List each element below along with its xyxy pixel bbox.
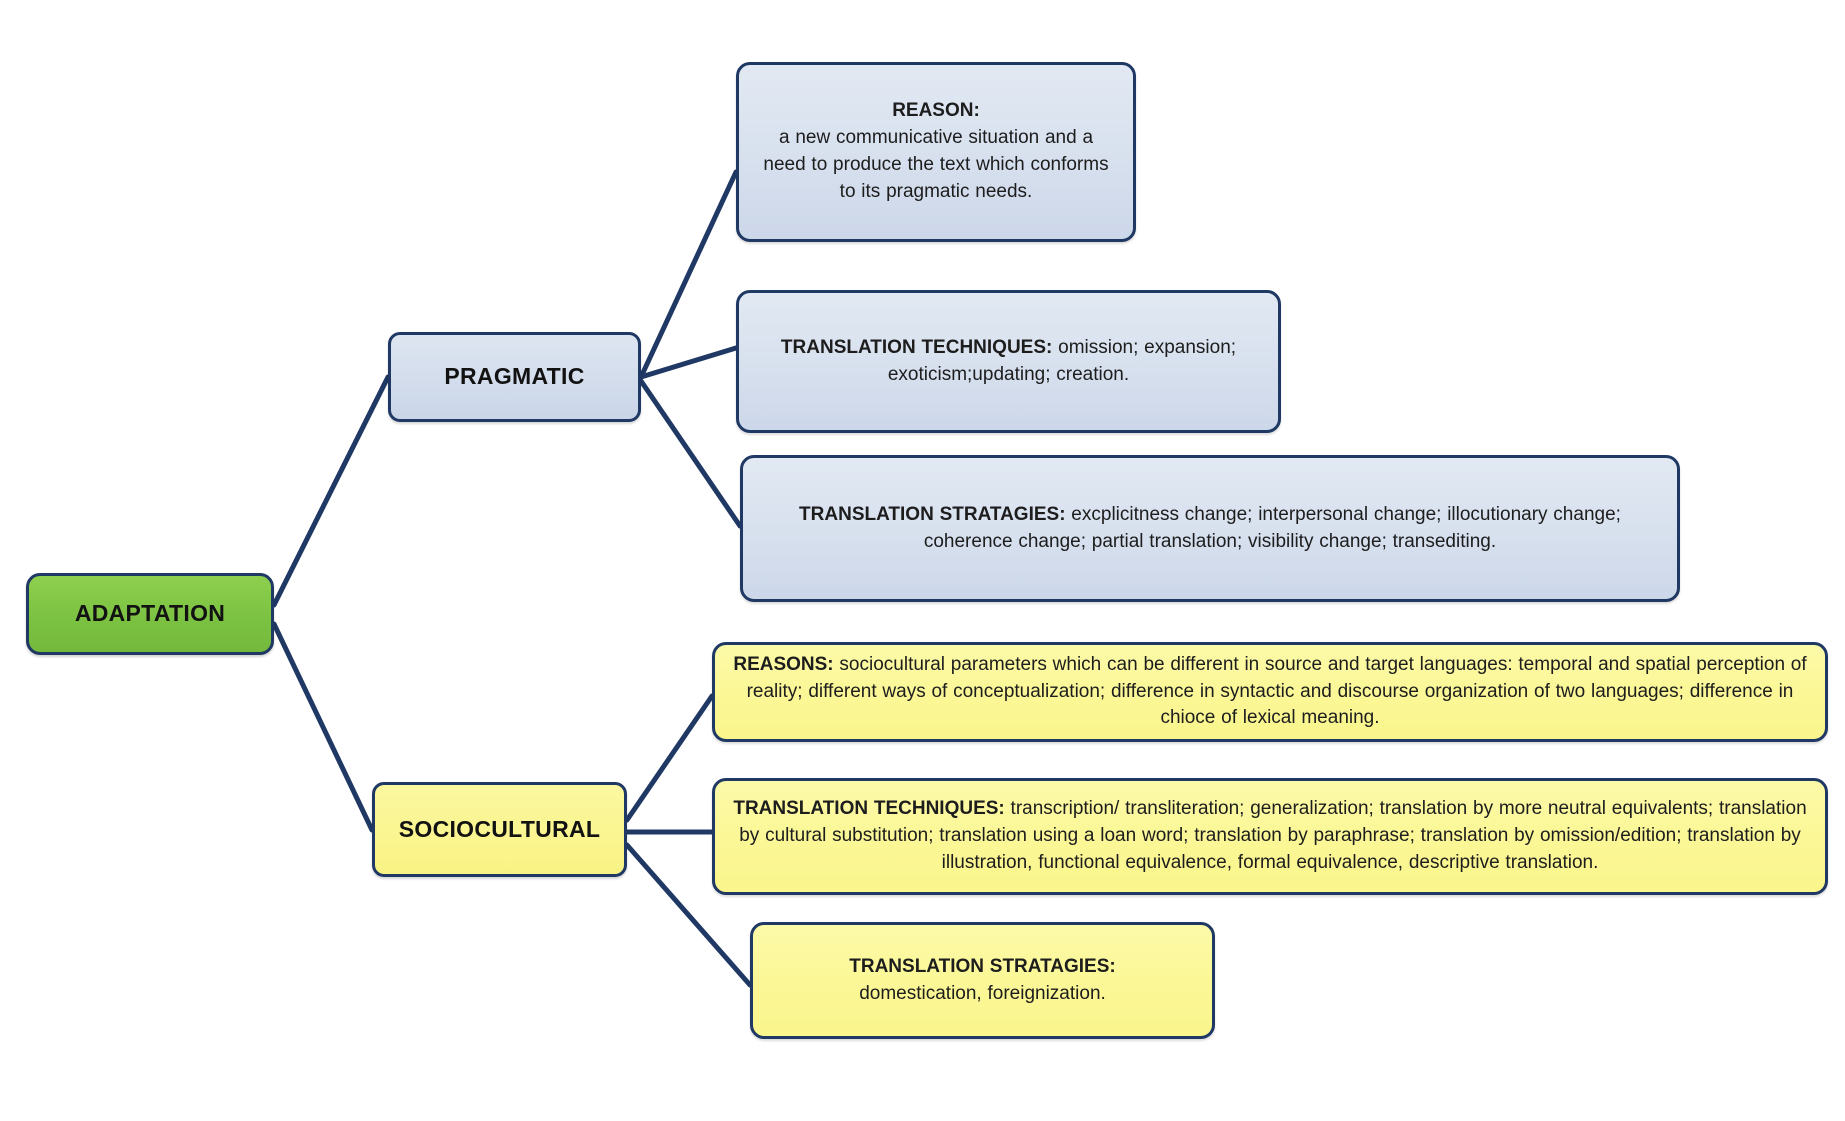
panel-sociocultural-techniques-body: transcription/ transliteration; generalization; translation by more neutral equivalents; translation by cultural substitution; translation using a loan word; translation by paraphrase; translation by omission/edition; translation by illustration, functional equivalence, formal equivalence, descriptive translation. (739, 798, 1807, 873)
panel-sociocultural-reasons[interactable] (712, 642, 1828, 742)
node-adaptation-label: ADAPTATION (74, 600, 226, 627)
panel-pragmatic-strategies-lead: TRANSLATION STRATAGIES: (799, 503, 1066, 525)
panel-sociocultural-reasons-body: sociocultural parameters which can be different in source and target languages: temporal and spatial perception of reality; different ways of conceptualization; difference in syntactic and discourse organization of two languages; difference in chioce of lexical meaning. (746, 653, 1807, 729)
node-pragmatic[interactable] (388, 332, 641, 422)
panel-pragmatic-reason-body: a new communicative situation and a need to produce the text which conforms to its pragmatic needs. (763, 127, 1109, 202)
edge-pragmatic-techniques (641, 348, 736, 377)
panel-pragmatic-strategies-text (759, 502, 1661, 556)
panel-pragmatic-reason-text (755, 98, 1117, 206)
panel-sociocultural-strategies-lead: TRANSLATION STRATAGIES: (849, 955, 1116, 977)
edge-pragmatic-strategies (641, 381, 740, 526)
node-sociocultural[interactable] (372, 782, 627, 877)
panel-sociocultural-strategies[interactable] (750, 922, 1215, 1039)
panel-pragmatic-reason[interactable] (736, 62, 1136, 242)
node-sociocultural-label: SOCIOCULTURAL (398, 815, 601, 842)
panel-pragmatic-reason-lead: REASON: (892, 100, 980, 122)
node-pragmatic-label: PRAGMATIC (444, 363, 585, 390)
panel-pragmatic-techniques[interactable] (736, 290, 1281, 433)
panel-sociocultural-reasons-text (731, 652, 1809, 733)
edge-adaptation-pragmatic (274, 377, 388, 605)
panel-sociocultural-techniques[interactable] (712, 778, 1828, 895)
panel-sociocultural-strategies-body: domestication, foreignization. (859, 982, 1106, 1004)
panel-sociocultural-strategies-text (769, 954, 1196, 1008)
panel-sociocultural-reasons-lead: REASONS: (733, 653, 834, 675)
edge-pragmatic-reason (641, 172, 736, 377)
panel-pragmatic-strategies-body: excplicitness change; interpersonal change; illocutionary change; coherence change; partial translation; visibility change; transediting. (923, 503, 1621, 552)
panel-pragmatic-strategies[interactable] (740, 455, 1680, 602)
panel-pragmatic-techniques-lead: TRANSLATION TECHNIQUES: (780, 336, 1053, 358)
panel-pragmatic-techniques-body: omission; expansion; exoticism;updating; creation. (887, 336, 1237, 385)
node-adaptation[interactable] (26, 573, 274, 655)
panel-sociocultural-techniques-text (731, 796, 1809, 877)
panel-sociocultural-techniques-lead: TRANSLATION TECHNIQUES: (733, 798, 1005, 820)
edge-sociocultural-reasons (627, 696, 712, 820)
edge-adaptation-sociocultural (274, 624, 372, 830)
panel-pragmatic-techniques-text (755, 335, 1262, 389)
